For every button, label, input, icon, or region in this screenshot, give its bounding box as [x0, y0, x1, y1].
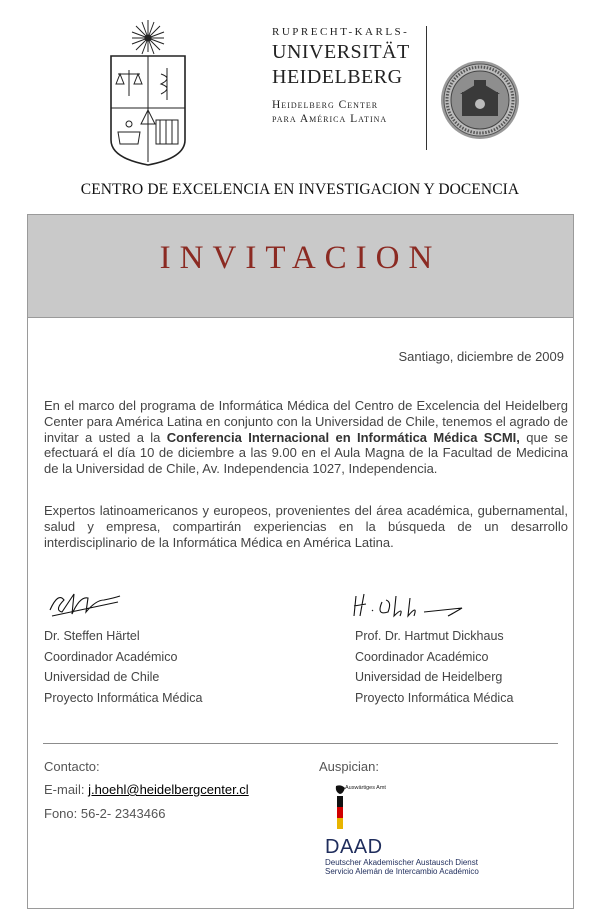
signatory-right [355, 626, 513, 708]
university-line2: UNIVERSITÄT [272, 41, 410, 63]
p1-bold: Conferencia Internacional en Informática Médica SCMI, [166, 429, 520, 445]
date-line: Santiago, diciembre de 2009 [398, 349, 564, 364]
footer-divider [43, 743, 558, 744]
sponsors-label: Auspician: [319, 759, 379, 774]
center-line2: para América Latina [272, 113, 388, 125]
p1-text-b: que se efectuará el día 10 de diciembre a las 9.00 en el Aula Magna de la Facultad de Medicina de la Universidad de Chile, Av. Independencia 1027, Independencia. [44, 429, 568, 477]
daad-line2: Servicio Alemán de Intercambio Académico [325, 867, 479, 876]
daad-line1: Deutscher Akademischer Austausch Dienst [325, 858, 478, 867]
email-line [44, 782, 249, 797]
signatory-right-institution: Universidad de Heidelberg [355, 670, 503, 684]
universidad-de-chile-crest [108, 12, 188, 168]
daad-logo [325, 836, 479, 876]
signatory-left-institution: Universidad de Chile [44, 670, 160, 684]
phone-line: Fono: 56-2- 2343466 [44, 806, 166, 821]
signatory-right-role: Coordinador Académico [355, 649, 489, 664]
email-label: E-mail: [44, 782, 89, 797]
university-line3: HEIDELBERG [272, 66, 403, 88]
paragraph-1 [44, 398, 568, 477]
signature-hartel [44, 586, 124, 620]
signature-dickhaus [352, 592, 467, 620]
signatory-left-role: Coordinador Académico [44, 649, 178, 664]
university-line1: RUPRECHT-KARLS- [272, 26, 410, 38]
signatory-left-project: Proyecto Informática Médica [44, 690, 203, 705]
signatory-right-name: Prof. Dr. Hartmut Dickhaus [355, 629, 504, 643]
daad-title: DAAD [325, 836, 383, 858]
invitation-title: INVITACION [159, 240, 442, 276]
auswaertiges-amt-text: Auswärtiges Amt [345, 785, 386, 791]
paragraph-2: Expertos latinoamericanos y europeos, provenientes del área académica, gubernamental, salud y empresa, compartirán experiencias en la búsqueda de un desarrollo interdisciplinario de la Informática Médica en América Latina. [44, 503, 568, 550]
header-divider [426, 26, 427, 150]
university-logo-text [272, 26, 422, 126]
contact-label: Contacto: [44, 759, 100, 774]
p1-text-a: En el marco del programa de Informática Médica del Centro de Excelencia del Heidelberg Center para América Latina en conjunto con la Universidad de Chile, tenemos el agrado de invitar a usted a la [44, 398, 568, 445]
signatory-right-project: Proyecto Informática Médica [355, 690, 514, 705]
invitation-frame [27, 214, 574, 909]
center-line1: Heidelberg Center [272, 99, 379, 111]
signatory-left-name: Dr. Steffen Härtel [44, 629, 140, 643]
email-link[interactable]: j.hoehl@heidelbergcenter.cl [88, 782, 249, 797]
centro-heading: CENTRO DE EXCELENCIA EN INVESTIGACION Y DOCENCIA [80, 181, 520, 198]
heidelberg-seal [440, 60, 520, 140]
signatory-left [44, 626, 202, 708]
